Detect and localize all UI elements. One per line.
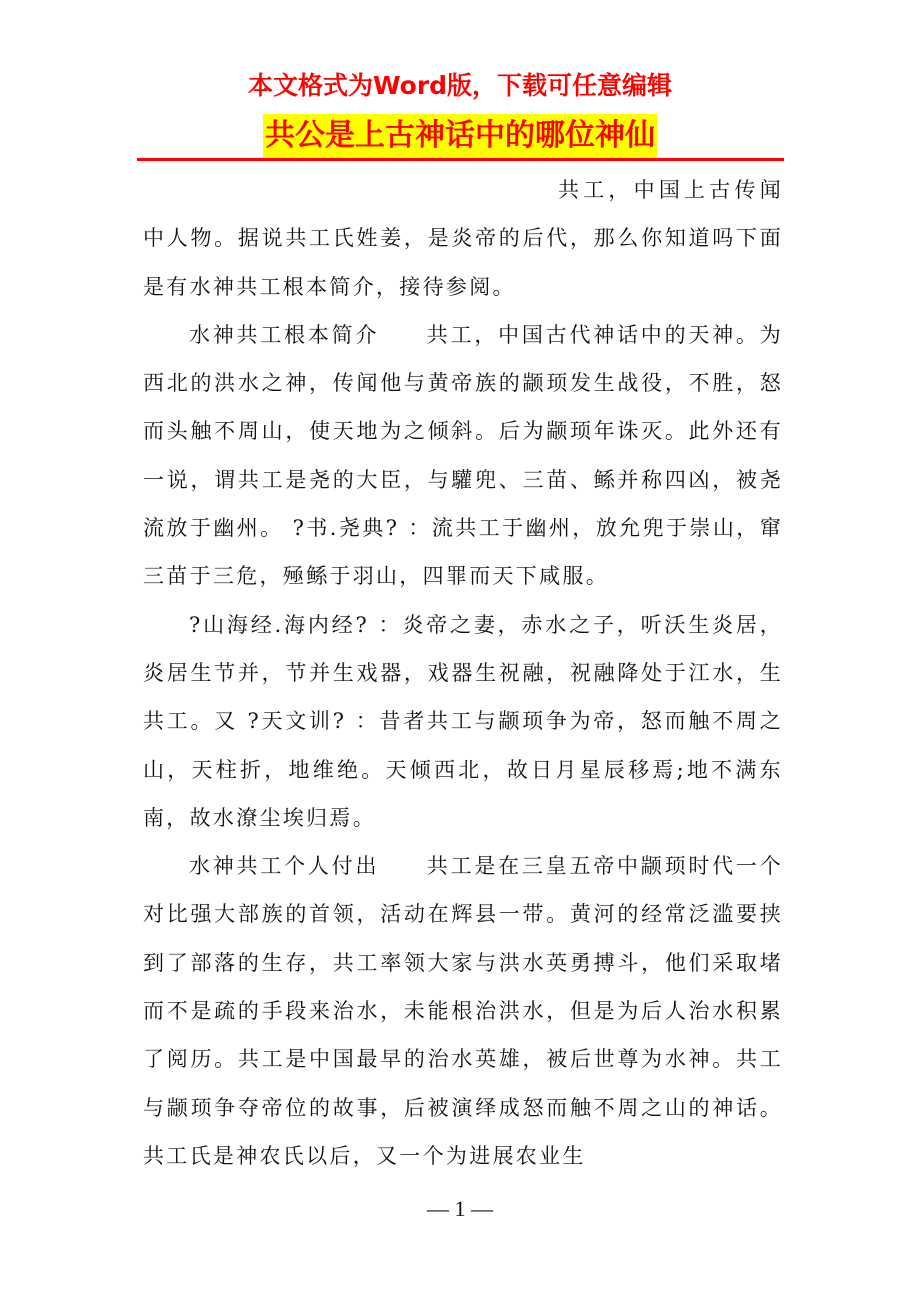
download-notice: 本文格式为Word版，下载可任意编辑 <box>247 71 673 100</box>
paragraph-intro: 共工，中国上古传闻中人物。据说共工氏姓姜，是炎帝的后代，那么你知道吗下面是有水神共工根本简介，接待参阅。 <box>143 178 783 299</box>
title-divider <box>137 158 784 161</box>
page-number: — 1 — <box>427 1196 493 1221</box>
document-title: 共公是上古神话中的哪位神仙 <box>263 114 657 158</box>
paragraph-classics: ?山海经.海内经? ：炎帝之妻，赤水之子，听沃生炎居，炎居生节并，节并生戏器，戏器生祝融，祝融降处于江水，生共工。又 ?天文训? ：昔者共工与颛顼争为帝，怒而触不周之山，天柱折，地维绝。天倾西北，故日月星辰移焉;地不满东南，故水潦尘埃归焉。 <box>143 612 783 830</box>
document-body <box>143 166 783 1180</box>
paragraph-basic-intro: 水神共工根本简介 共工，中国古代神话中的天神。为西北的洪水之神，传闻他与黄帝族的颛顼发生战役，不胜，怒而头触不周山，使天地为之倾斜。后为颛顼年诛灭。此外还有一说，谓共工是尧的大臣，与驩兜、三苗、鲧并称四凶，被尧流放于幽州。 ?书.尧典? ：流共工于幽州，放允兜于崇山，窜三苗于三危，殛鲧于羽山，四罪而天下咸服。 <box>143 322 783 589</box>
paragraph-contribution: 水神共工个人付出 共工是在三皇五帝中颛顼时代一个对比强大部族的首领，活动在辉县一带。黄河的经常泛滥要挟到了部落的生存，共工率领大家与洪水英勇搏斗，他们采取堵而不是疏的手段来治水，未能根治洪水，但是为后人治水积累了阅历。共工是中国最早的治水英雄，被后世尊为水神。共工与颛顼争夺帝位的故事，后被演绎成怒而触不周之山的神话。共工氏是神农氏以后，又一个为进展农业生 <box>143 854 783 1168</box>
title-block <box>0 114 920 158</box>
